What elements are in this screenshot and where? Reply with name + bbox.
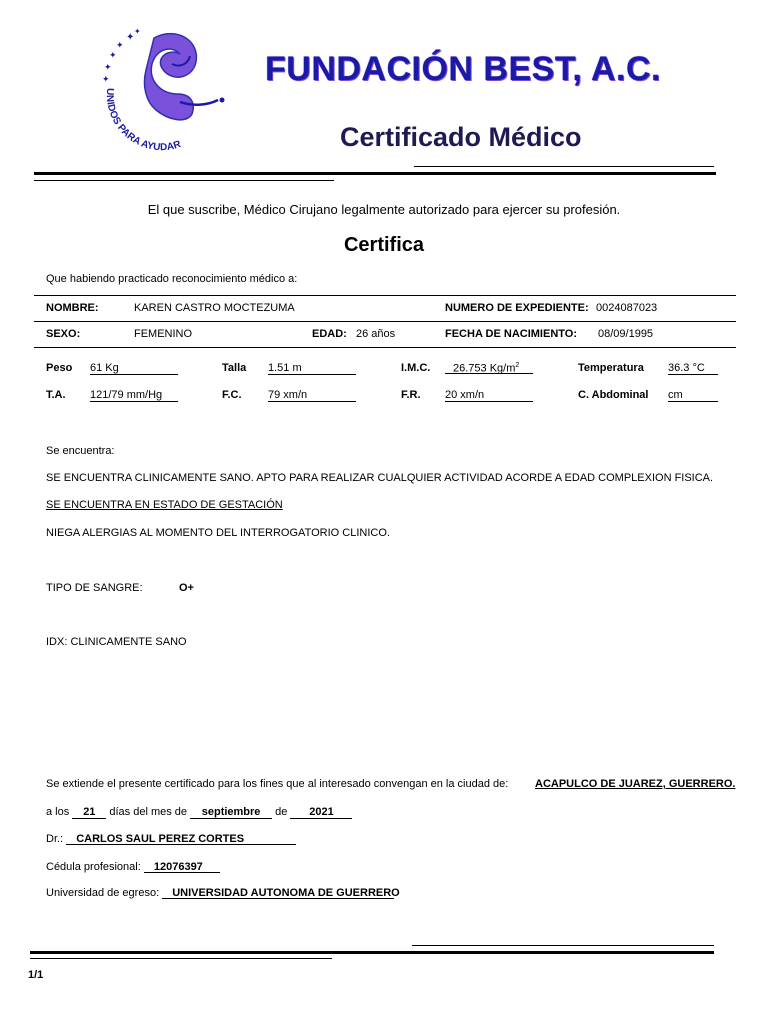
footer-rule-left-thin bbox=[30, 958, 332, 959]
temperatura-value: 36.3 °C bbox=[668, 362, 705, 374]
edad-value: 26 años bbox=[356, 328, 396, 340]
header-rule-left-thin bbox=[34, 180, 334, 181]
blood-type-label: TIPO DE SANGRE: bbox=[46, 582, 143, 594]
universidad-label: Universidad de egreso: bbox=[46, 887, 160, 899]
edad-label: EDAD: bbox=[312, 328, 347, 340]
dias-del-mes-text: días del mes de bbox=[109, 806, 188, 818]
blood-type-value: O+ bbox=[179, 582, 194, 594]
fc-label: F.C. bbox=[222, 389, 242, 401]
ta-label: T.A. bbox=[46, 389, 66, 401]
doctor-name: CARLOS SAUL PEREZ CORTES bbox=[76, 833, 245, 845]
nombre-label: NOMBRE: bbox=[46, 302, 99, 314]
se-encuentra-label: Se encuentra: bbox=[46, 445, 115, 457]
certifica-heading: Certifica bbox=[343, 234, 425, 256]
diagnosis-idx: IDX: CLINICAMENTE SANO bbox=[46, 636, 187, 648]
svg-text:✦: ✦ bbox=[116, 40, 124, 50]
expediente-value: 0024087023 bbox=[596, 302, 658, 314]
logo-graphic bbox=[96, 24, 232, 152]
footer-rule-right-thin bbox=[412, 945, 714, 946]
city-value: ACAPULCO DE JUAREZ, GUERRERO. bbox=[535, 778, 736, 790]
patient-table-top-rule bbox=[34, 295, 736, 296]
doctor-line bbox=[46, 833, 296, 845]
foundation-logo bbox=[96, 24, 232, 152]
date-line bbox=[46, 806, 352, 819]
finding-line-1: SE ENCUENTRA CLINICAMENTE SANO. APTO PARA REALIZAR CUALQUIER ACTIVIDAD ACORDE A EDAD COMPLEXION FISICA. bbox=[46, 472, 714, 484]
imc-field bbox=[445, 362, 533, 375]
patient-table-bottom-rule bbox=[34, 347, 736, 348]
talla-label: Talla bbox=[222, 362, 247, 374]
recognition-text: Que habiendo practicado reconocimiento médico a: bbox=[46, 273, 298, 285]
svg-text:✦: ✦ bbox=[134, 27, 141, 36]
sexo-label: SEXO: bbox=[46, 328, 81, 340]
nacimiento-label: FECHA DE NACIMIENTO: bbox=[445, 328, 577, 340]
fc-field bbox=[268, 389, 356, 402]
footer-rule-long bbox=[30, 951, 714, 954]
finding-line-2: SE ENCUENTRA EN ESTADO DE GESTACIÓN bbox=[46, 499, 283, 511]
temperatura-label: Temperatura bbox=[578, 362, 644, 374]
imc-superscript: 2 bbox=[515, 362, 520, 369]
header-rule-right-thin bbox=[414, 166, 714, 167]
day-value: 21 bbox=[83, 806, 96, 818]
doctor-label: Dr.: bbox=[46, 833, 64, 845]
sexo-value: FEMENINO bbox=[134, 328, 193, 340]
extends-text: Se extiende el presente certificado para los fines que al interesado convengan en la ciudad de: bbox=[46, 778, 509, 790]
talla-value: 1.51 m bbox=[268, 362, 302, 374]
temperatura-field bbox=[668, 362, 718, 375]
nombre-value: KAREN CASTRO MOCTEZUMA bbox=[134, 302, 295, 314]
logo-text: UNIDOS PARA AYUDAR bbox=[103, 87, 183, 152]
a-los-text: a los bbox=[46, 806, 70, 818]
universidad-value: UNIVERSIDAD AUTONOMA DE GUERRERO bbox=[172, 887, 400, 899]
ta-value: 121/79 mm/Hg bbox=[90, 389, 163, 401]
header-rule-long bbox=[34, 172, 716, 175]
svg-text:✦: ✦ bbox=[109, 50, 117, 60]
abdominal-field bbox=[668, 389, 718, 402]
svg-text:✦: ✦ bbox=[102, 74, 110, 84]
imc-label: I.M.C. bbox=[401, 362, 431, 374]
de-text: de bbox=[275, 806, 288, 818]
intro-text: El que suscribe, Médico Cirujano legalmente autorizado para ejercer su profesión. bbox=[147, 202, 621, 217]
peso-value: 61 Kg bbox=[90, 362, 119, 374]
page-number: 1/1 bbox=[28, 969, 44, 981]
organization-name: FUNDACIÓN BEST, A.C. bbox=[265, 50, 661, 88]
fr-field bbox=[445, 389, 533, 402]
fr-label: F.R. bbox=[401, 389, 421, 401]
fc-value: 79 xm/n bbox=[268, 389, 308, 401]
fr-value: 20 xm/n bbox=[445, 389, 485, 401]
cedula-line bbox=[46, 861, 220, 873]
talla-field bbox=[268, 362, 356, 375]
nacimiento-value: 08/09/1995 bbox=[598, 328, 654, 340]
imc-value: 26.753 Kg/m bbox=[453, 362, 516, 375]
peso-label: Peso bbox=[46, 362, 73, 374]
month-value: septiembre bbox=[201, 806, 261, 818]
cedula-value: 12076397 bbox=[153, 861, 203, 873]
expediente-label: NUMERO DE EXPEDIENTE: bbox=[445, 302, 589, 314]
abdominal-value: cm bbox=[668, 389, 683, 401]
patient-table-mid-rule bbox=[34, 321, 736, 322]
document-title: Certificado Médico bbox=[340, 122, 582, 152]
abdominal-label: C. Abdominal bbox=[578, 389, 649, 401]
universidad-line bbox=[46, 887, 400, 899]
peso-field bbox=[90, 362, 178, 375]
svg-text:✦: ✦ bbox=[126, 32, 135, 43]
finding-line-3: NIEGA ALERGIAS AL MOMENTO DEL INTERROGATORIO CLINICO. bbox=[46, 527, 390, 539]
svg-text:✦: ✦ bbox=[104, 62, 112, 72]
cedula-label: Cédula profesional: bbox=[46, 861, 141, 873]
year-value: 2021 bbox=[309, 806, 334, 818]
ta-field bbox=[90, 389, 178, 402]
